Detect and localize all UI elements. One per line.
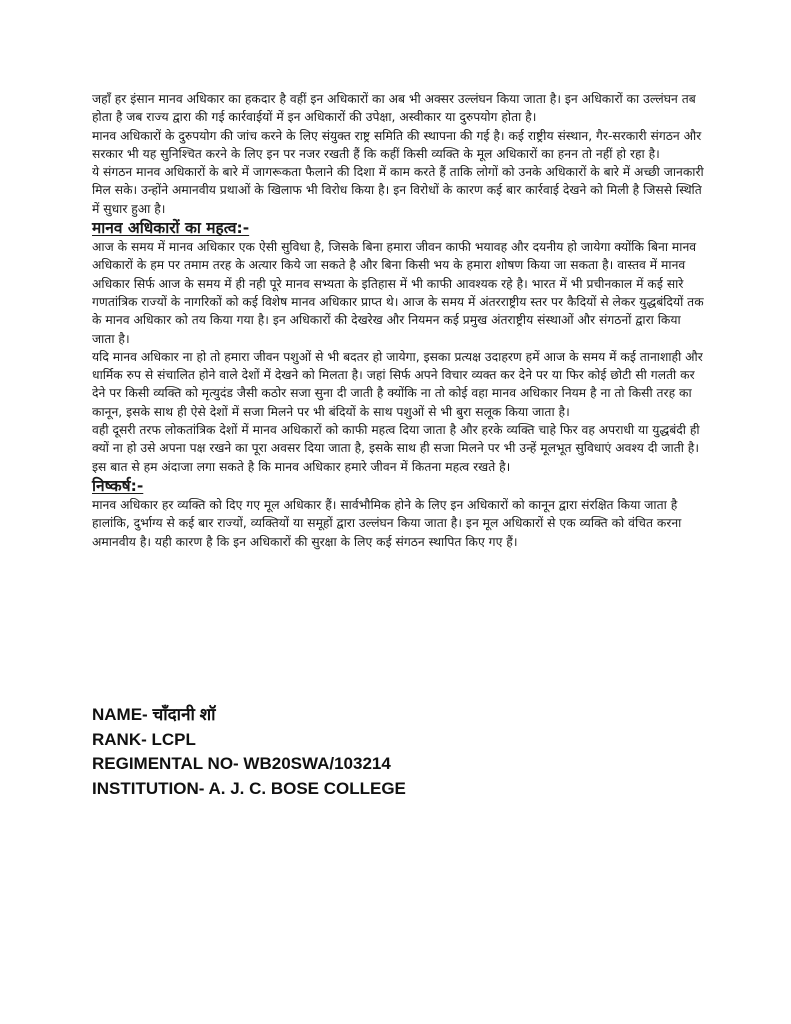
paragraph-intro-1: जहाँ हर इंसान मानव अधिकार का हकदार है वहीं इन अधिकारों का अब भी अक्सर उल्लंघन किया जाता है। इन अधिकारों का उल्लंघन तब होता है जब राज्य द्वारा की गई कार्रवाईयों में इन अधिकारों की उपेक्षा, अस्वीकार या दुरुपयोग होता है। <box>92 92 696 125</box>
signature-regimental-no: REGIMENTAL NO- WB20SWA/103214 <box>92 754 391 773</box>
paragraph-conclusion-1: मानव अधिकार हर व्यक्ति को दिए गए मूल अधिकार हैं। सार्वभौमिक होने के लिए इन अधिकारों को कानून द्वारा संरक्षित किया जाता है हालांकि, दुर्भाग्य से कई बार राज्यों, व्यक्तियों या समूहों द्वारा उल्लंघन किया जाता है। इन मूल अधिकारों से एक व्यक्ति को वंचित करना अमानवीय है। यही कारण है कि इन अधिकारों की सुरक्षा के लिए कई संगठन स्थापित किए गए हैं। <box>92 497 682 549</box>
signature-institution: INSTITUTION- A. J. C. BOSE COLLEGE <box>92 778 406 798</box>
heading-importance: मानव अधिकारों का महत्व:- <box>92 219 250 238</box>
signature-block <box>92 703 406 801</box>
paragraph-importance-1: आज के समय में मानव अधिकार एक ऐसी सुविधा है, जिसके बिना हमारा जीवन काफी भयावह और दयनीय हो जायेगा क्योंकि बिना मानव अधिकारों के हम पर तमाम तरह के अत्यार किये जा सकते है और बिना किसी भय के हमारा शोषण किया जा सकता है। वास्तव में मानव अधिकार सिर्फ आज के समय में ही नही पूरे मानव सभ्यता के इतिहास में भी काफी आवश्यक रहे है। भारत में भी प्रचीनकाल में कई सारे गणतांत्रिक राज्यों के नागरिकों को कई विशेष मानव अधिकार प्राप्त थे। आज के समय में अंतरराष्ट्रीय स्तर पर कैदियों से लेकर युद्धबंदियों तक के मानव अधिकार को तय किया गया है। इन अधिकारों की देखरेख और नियमन कई प्रमुख अंतराष्ट्रीय संस्थाओं और संगठनों द्वारा किया जाता है। <box>92 240 704 346</box>
signature-name: NAME- चाँदानी शॉ <box>92 705 216 724</box>
paragraph-intro-3: ये संगठन मानव अधिकारों के बारे में जागरूकता फैलाने की दिशा में काम करते हैं ताकि लोगों को उनके अधिकारों के बारे में अच्छी जानकारी मिल सके। उन्होंने अमानवीय प्रथाओं के खिलाफ भी विरोध किया है। इन विरोधों के कारण कई बार कार्रवाई देखने को मिली है जिससे स्थिति में सुधार हुआ है। <box>92 165 704 216</box>
paragraph-intro-2: मानव अधिकारों के दुरुपयोग की जांच करने के लिए संयुक्त राष्ट्र समिति की स्थापना की गई है। कई राष्ट्रीय संस्थान, गैर-सरकारी संगठन और सरकार भी यह सुनिश्चित करने के लिए इन पर नजर रखती हैं कि कहीं किसी व्यक्ति के मूल अधिकारों का हनन तो नहीं हो रहा है। <box>92 128 702 161</box>
document-body <box>92 90 704 551</box>
paragraph-importance-2: यदि मानव अधिकार ना हो तो हमारा जीवन पशुओं से भी बदतर हो जायेगा, इसका प्रत्यक्ष उदाहरण हमें आज के समय में कई तानाशाही और धार्मिक रुप से संचालित होने वाले देशों में देखने को मिलता है। जहां सिर्फ अपने विचार व्यक्त कर देने पर या फिर कोई छोटी सी गलती कर देने पर किसी व्यक्ति को मृत्युदंड जैसी कठोर सजा सुना दी जाती है क्योंकि ना तो कोई वहा मानव अधिकार नियम है ना तो किसी तरह का कानून, इसके साथ ही ऐसे देशों में सजा मिलने पर भी बंदियों के साथ पशुओं से भी बुरा सलूक किया जाता है। <box>92 349 703 419</box>
paragraph-importance-3: वही दूसरी तरफ लोकतांत्रिक देशों में मानव अधिकारों को काफी महत्व दिया जाता है और हरके व्यक्ति चाहे फिर वह अपराधी या युद्धबंदी ही क्यों ना हो उसे अपना पक्ष रखने का पूरा अवसर दिया जाता है, इसके साथ ही सजा मिलने पर भी उन्हें मूलभूत सुविधाएं अवश्य दी जाती है। इस बात से हम अंदाजा लगा सकते है कि मानव अधिकार हमारे जीवन में कितना महत्व रखते है। <box>92 423 700 474</box>
signature-rank: RANK- LCPL <box>92 729 196 749</box>
heading-conclusion: निष्कर्ष:- <box>92 476 144 495</box>
